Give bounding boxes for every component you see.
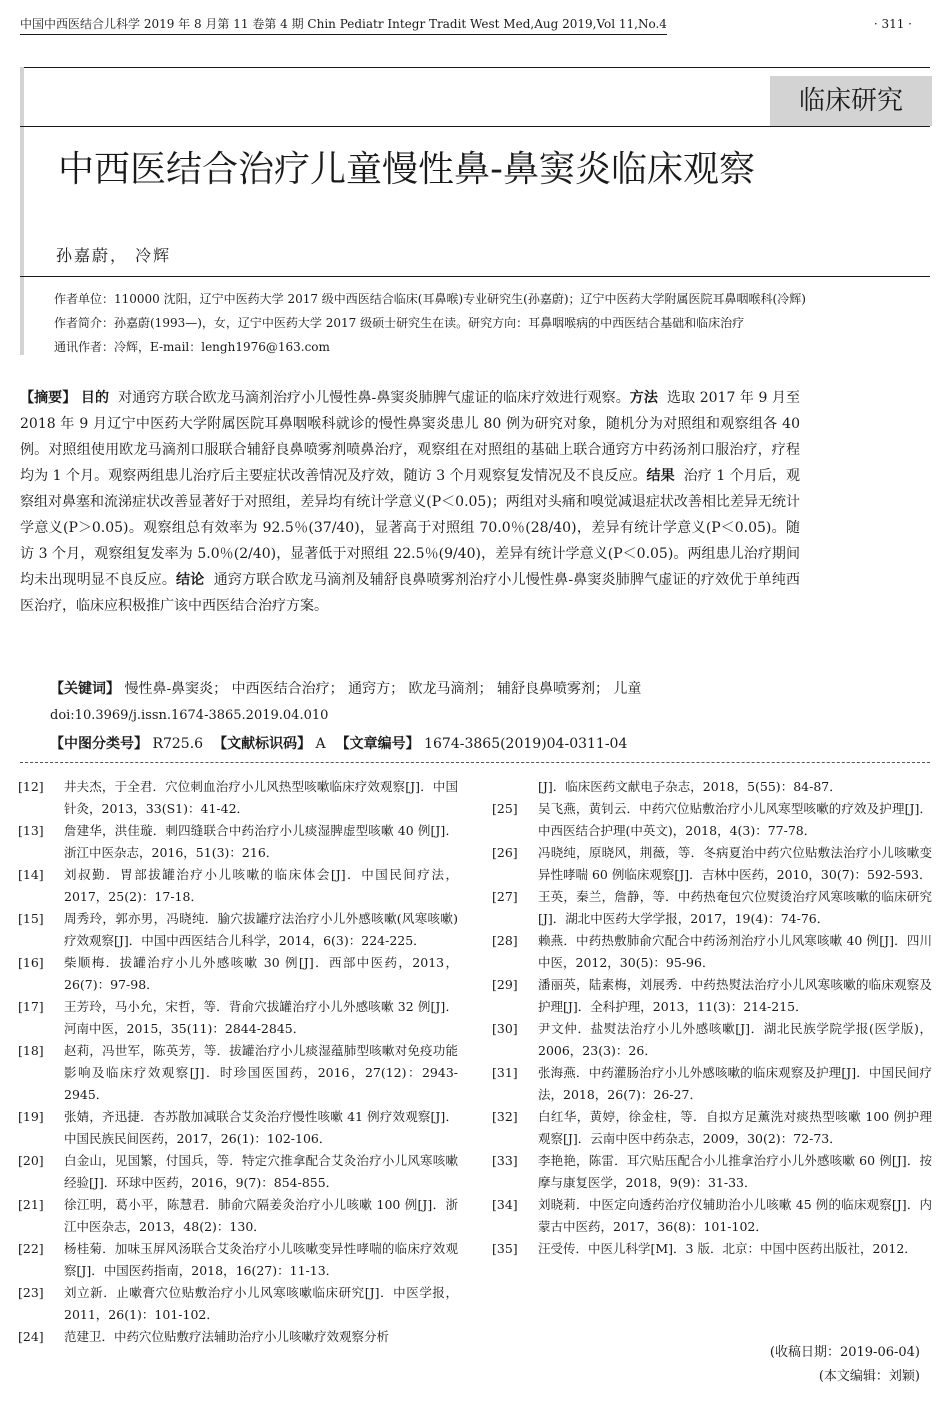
- reference-number: [20]: [18, 1153, 44, 1168]
- reference-item: [492, 1238, 932, 1260]
- reference-text: 赵莉，冯世军，陈英芳，等．拔罐治疗小儿痰湿蕴肺型咳嗽对免疫功能影响及临床疗效观察[J]．时珍国医国药，2016，27(12)：2943-2945．: [64, 1043, 458, 1102]
- reference-number: [13]: [18, 823, 44, 838]
- reference-text: 范建卫．中药穴位贴敷疗法辅助治疗小儿咳嗽疗效观察分析: [64, 1329, 390, 1344]
- reference-text: 张海燕．中药灌肠治疗小儿外感咳嗽的临床观察及护理[J]．中国民间疗法，2018，26(7)：26-27．: [538, 1065, 932, 1102]
- reference-item: [492, 1062, 932, 1106]
- objective-label: 目的: [80, 390, 110, 406]
- reference-number: [34]: [492, 1197, 518, 1212]
- reference-text: 刘晓莉．中医定向透药治疗仪辅助治小儿咳嗽 45 例的临床观察[J]．内蒙古中医药，2017，36(8)：101-102．: [538, 1197, 932, 1234]
- section-label: 临床研究: [770, 76, 932, 126]
- clc-label: 【中图分类号】: [50, 736, 148, 752]
- received-date: (收稿日期：2019-06-04): [769, 1345, 920, 1360]
- reference-text: [J]．临床医药文献电子杂志，2018，5(55)：84-87．: [538, 779, 842, 794]
- reference-number: [30]: [492, 1021, 518, 1036]
- references-divider: [20, 762, 930, 763]
- doi: doi:10.3969/j.issn.1674-3865.2019.04.010: [50, 708, 329, 723]
- doc-code-label: 【文献标识码】: [213, 736, 312, 752]
- reference-number: [24]: [18, 1329, 44, 1344]
- reference-item: [492, 842, 932, 886]
- doc-code-value: A: [315, 736, 326, 752]
- journal-info: 中国中西医结合儿科学 2019 年 8 月第 11 卷第 4 期 Chin Pediatr Integr Tradit West Med,Aug 2019,Vol 11,No.4: [20, 14, 667, 35]
- methods-label: 方法: [629, 390, 658, 406]
- corresponding-author: 通讯作者：冷辉，E-mail：lengh1976@163.com: [54, 340, 330, 354]
- reference-number: [17]: [18, 999, 44, 1014]
- reference-item: [492, 1150, 932, 1194]
- reference-item: [18, 1106, 458, 1150]
- reference-item: [18, 1150, 458, 1194]
- reference-text: 詹建华，洪佳璇．刺四缝联合中药治疗小儿痰湿脾虚型咳嗽 40 例[J]．浙江中医杂志，2016，51(3)：216．: [64, 823, 458, 860]
- reference-number: [18]: [18, 1043, 44, 1058]
- section-rule: [20, 126, 930, 127]
- reference-text: 王芳玲，马小允，宋哲，等．背俞穴拔罐治疗小儿外感咳嗽 32 例[J]．河南中医，2015，35(11)：2844-2845．: [64, 999, 458, 1036]
- references-left-column: [18, 776, 458, 1348]
- reference-item: [18, 1238, 458, 1282]
- abstract-label: 【摘要】: [20, 390, 77, 406]
- reference-number: [28]: [492, 933, 518, 948]
- author-rule: [20, 276, 930, 277]
- conclusion-text: 通窍方联合欧龙马滴剂及辅舒良鼻喷雾剂治疗小儿慢性鼻-鼻窦炎肺脾气虚证的疗效优于单纯西医治疗，临床应积极推广该中西医结合治疗方案。: [20, 572, 801, 614]
- article-title: 中西医结合治疗儿童慢性鼻-鼻窦炎临床观察: [58, 149, 755, 190]
- keywords-label: 【关键词】: [50, 681, 120, 697]
- reference-item: [18, 1194, 458, 1238]
- results-label: 结果: [646, 468, 675, 484]
- reference-number: [15]: [18, 911, 44, 926]
- author-affiliation: 作者单位：110000 沈阳，辽宁中医药大学 2017 级中西医结合临床(耳鼻喉)专业研究生(孙嘉蔚)；辽宁中医药大学附属医院耳鼻咽喉科(冷辉): [54, 292, 806, 306]
- article-no-value: 1674-3865(2019)04-0311-04: [424, 736, 628, 752]
- page-number: · 311 ·: [873, 17, 912, 31]
- reference-text: 尹文仲．盐熨法治疗小儿外感咳嗽[J]．湖北民族学院学报(医学版)，2006，23(3)：26．: [538, 1021, 932, 1058]
- reference-number: [35]: [492, 1241, 518, 1256]
- running-header: [20, 14, 930, 38]
- reference-item: [18, 1326, 458, 1348]
- editor-note: (本文编辑：刘颖): [818, 1369, 920, 1384]
- article-no-label: 【文章编号】: [335, 736, 420, 752]
- reference-text: 张婧，齐迅捷．杏苏散加减联合艾灸治疗慢性咳嗽 41 例疗效观察[J]．中国民族民间医药，2017，26(1)：102-106．: [64, 1109, 458, 1146]
- reference-item: [18, 908, 458, 952]
- reference-number: [12]: [18, 779, 44, 794]
- reference-number: [25]: [492, 801, 518, 816]
- reference-text: 汪受传．中医儿科学[M]．3 版．北京：中国中医药出版社，2012．: [538, 1241, 917, 1256]
- reference-item: [492, 930, 932, 974]
- reference-text: 潘丽英，陆素梅，刘展秀．中药热熨法治疗小儿风寒咳嗽的临床观察及护理[J]．全科护理，2013，11(3)：214-215．: [538, 977, 932, 1014]
- reference-text: 白金山，见国繁，付国兵，等．特定穴推拿配合艾灸治疗小儿风寒咳嗽经验[J]．环球中医药，2016，9(7)：854-855．: [64, 1153, 458, 1190]
- author-bio: 作者简介：孙嘉蔚(1993—)，女，辽宁中医药大学 2017 级硕士研究生在读。研究方向：耳鼻咽喉病的中西医结合基础和临床治疗: [54, 316, 745, 330]
- top-rule: [20, 67, 930, 68]
- reference-item: [492, 1018, 932, 1062]
- author-info: [54, 287, 924, 359]
- reference-text: 周秀玲，郭亦男，冯晓纯．腧穴拔罐疗法治疗小儿外感咳嗽(风寒咳嗽)疗效观察[J]．中国中西医结合儿科学，2014，6(3)：224-225．: [64, 911, 458, 948]
- reference-text: 赖燕．中药热敷肺俞穴配合中药汤剂治疗小儿风寒咳嗽 40 例[J]．四川中医，2012，30(5)：95-96．: [538, 933, 932, 970]
- author-list: 孙嘉蔚， 冷辉: [56, 246, 172, 265]
- reference-number: [33]: [492, 1153, 518, 1168]
- clc-value: R725.6: [152, 736, 204, 752]
- reference-item: [492, 1106, 932, 1150]
- abstract: [20, 385, 800, 619]
- classification-line: [50, 731, 637, 757]
- reference-number: [22]: [18, 1241, 44, 1256]
- reference-item: [18, 1282, 458, 1326]
- reference-number: [21]: [18, 1197, 44, 1212]
- reference-item: [18, 820, 458, 864]
- keywords: [50, 676, 810, 702]
- reference-text: 冯晓纯，原晓风，荆薇，等．冬病夏治中药穴位贴敷法治疗小儿咳嗽变异性哮喘 60 例临床观察[J]．吉林中医药，2010，30(7)：592-593．: [538, 845, 932, 882]
- reference-text: 井夫杰，于全君．穴位刺血治疗小儿风热型咳嗽临床疗效观察[J]．中国针灸，2013，33(S1)：41-42．: [64, 779, 458, 816]
- reference-text: 李艳艳，陈雷．耳穴贴压配合小儿推拿治疗小儿外感咳嗽 60 例[J]．按摩与康复医学，2018，9(9)：31-33．: [538, 1153, 932, 1190]
- reference-item: [18, 996, 458, 1040]
- keywords-text: 慢性鼻-鼻窦炎； 中西医结合治疗； 通窍方； 欧龙马滴剂； 辅舒良鼻喷雾剂； 儿童: [124, 681, 642, 697]
- reference-text: 王英，秦兰，詹静，等．中药热奄包穴位熨烫治疗风寒咳嗽的临床研究[J]．湖北中医药大学学报，2017，19(4)：74-76．: [538, 889, 932, 926]
- reference-text: 刘叔勤．胃部拔罐治疗小儿咳嗽的临床体会[J]．中国民间疗法，2017，25(2)：17-18．: [64, 867, 458, 904]
- reference-text: 杨桂菊．加味玉屏风汤联合艾灸治疗小儿咳嗽变异性哮喘的临床疗效观察[J]．中国医药指南，2018，16(27)：11-13．: [64, 1241, 458, 1278]
- reference-number: [32]: [492, 1109, 518, 1124]
- reference-item: [18, 776, 458, 820]
- reference-text: 吴飞燕，黄钊云．中药穴位贴敷治疗小儿风寒型咳嗽的疗效及护理[J]．中西医结合护理(中英文)，2018，4(3)：77-78．: [538, 801, 932, 838]
- reference-number: [26]: [492, 845, 518, 860]
- reference-number: [29]: [492, 977, 518, 992]
- reference-number: [14]: [18, 867, 44, 882]
- reference-item: [492, 1194, 932, 1238]
- objective-text: 对通窍方联合欧龙马滴剂治疗小儿慢性鼻-鼻窦炎肺脾气虚证的临床疗效进行观察。: [118, 390, 630, 406]
- reference-text: 柴顺梅．拔罐治疗小儿外感咳嗽 30 例[J]．西部中医药，2013，26(7)：97-98．: [64, 955, 458, 992]
- reference-text: 刘立新．止嗽膏穴位贴敷治疗小儿风寒咳嗽临床研究[J]．中医学报，2011，26(1)：101-102．: [64, 1285, 458, 1322]
- methods-text: 选取 2017 年 9 月至 2018 年 9 月辽宁中医药大学附属医院耳鼻咽喉科就诊的慢性鼻窦炎患儿 80 例为研究对象，随机分为对照组和观察组各 40 例。对照组使用欧龙马滴剂口服联合辅舒良鼻喷雾剂喷鼻治疗，观察组在对照组的基础上联合通窍方中药汤剂口服治疗，疗程均为 1 个月。观察两组患儿治疗后主要症状改善情况及疗效，随访 3 个月观察复发情况及不良反应。: [20, 390, 801, 484]
- reference-number: [31]: [492, 1065, 518, 1080]
- reference-number: [19]: [18, 1109, 44, 1124]
- reference-text: 徐江明，葛小平，陈慧君．肺俞穴隔姜灸治疗小儿咳嗽 100 例[J]．浙江中医杂志，2013，48(2)：130．: [64, 1197, 458, 1234]
- reference-text: 白红华，黄婷，徐金柱，等．自拟方足薰洗对痰热型咳嗽 100 例护理观察[J]．云南中医中药杂志，2009，30(2)：72-73．: [538, 1109, 932, 1146]
- reference-number: [23]: [18, 1285, 44, 1300]
- reference-item: [18, 952, 458, 996]
- reference-number: [16]: [18, 955, 44, 970]
- reference-number: [27]: [492, 889, 518, 904]
- reference-item: [492, 798, 932, 842]
- left-accent-bar: [20, 67, 24, 355]
- conclusion-label: 结论: [176, 572, 205, 588]
- reference-item: [492, 974, 932, 1018]
- results-text: 治疗 1 个月后，观察组对鼻塞和流涕症状改善显著好于对照组，差异均有统计学意义(P＜0.05)；两组对头痛和嗅觉减退症状改善相比差异无统计学意义(P＞0.05)。观察组总有效率为 92.5％(37/40)，显著高于对照组 70.0％(28/40)，差异有统计学意义(P＜0.05)。随访 3 个月，观察组复发率为 5.0％(2/40)，显著低于对照组 22.5％(9/40)，差异有统计学意义(P＜0.05)。两组患儿治疗期间均未出现明显不良反应。: [20, 468, 800, 588]
- reference-item: [492, 886, 932, 930]
- reference-item: [492, 776, 932, 798]
- references-right-column: [492, 776, 932, 1260]
- reference-item: [18, 1040, 458, 1106]
- reference-item: [18, 864, 458, 908]
